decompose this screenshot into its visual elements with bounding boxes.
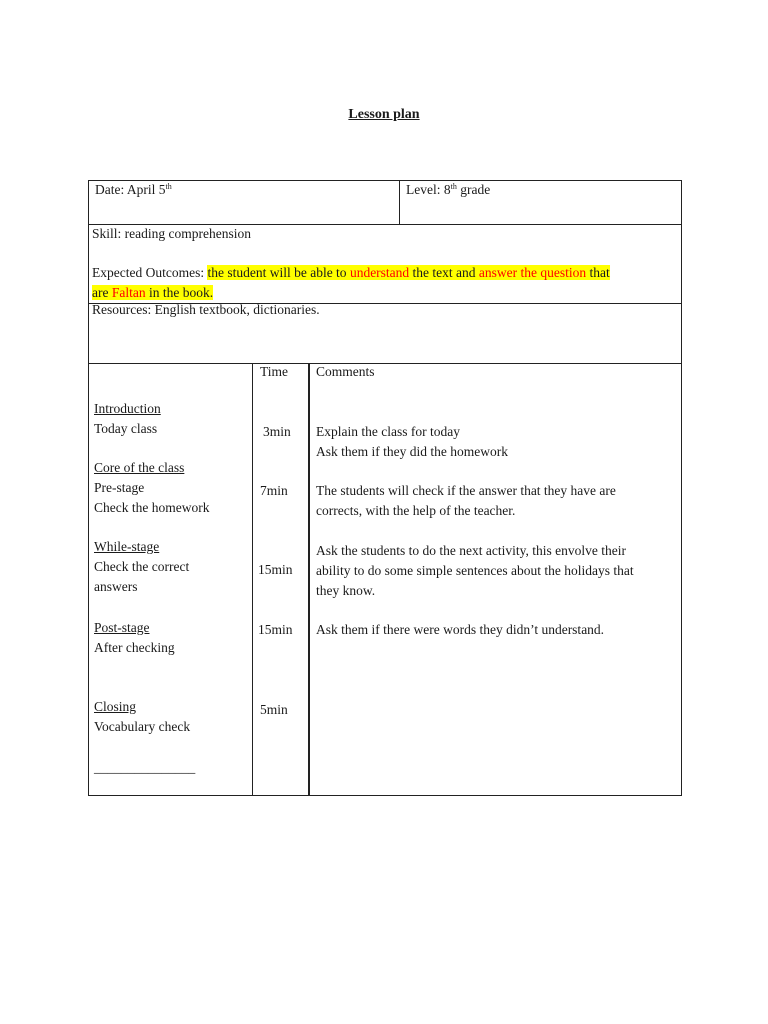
stage-heading-core: Core of the class <box>94 460 185 475</box>
comments-header: Comments <box>316 364 375 379</box>
outcomes-line-1 <box>92 263 610 283</box>
date-field <box>95 180 172 200</box>
resources-text: Resources: English textbook, dictionaries. <box>92 302 320 317</box>
stage-line: Check the correct <box>94 559 190 574</box>
skill-text: Skill: reading comprehension <box>92 226 251 241</box>
stage-comment: Explain the class for today <box>316 424 460 439</box>
level-suffix: grade <box>456 182 491 197</box>
outcomes-highlight-1: the student will be able to understand the text and answer the question that <box>207 265 610 280</box>
level-field <box>406 180 490 200</box>
stage-comment: corrects, with the help of the teacher. <box>316 503 516 518</box>
time-header: Time <box>260 364 289 379</box>
outcomes-highlight-2: are Faltan in the book. <box>92 285 214 300</box>
column-divider-comments <box>308 363 310 796</box>
stage-line: answers <box>94 579 138 594</box>
signature-line: _______________ <box>94 760 196 775</box>
stage-time: 15min <box>258 622 293 637</box>
stage-comment: Ask the students to do the next activity, this envolve their <box>316 543 626 558</box>
stage-line: Pre-stage <box>94 480 145 495</box>
stage-comment: they know. <box>316 583 376 598</box>
stage-time: 3min <box>263 424 291 439</box>
level-text: Level: 8 <box>406 182 451 197</box>
stage-heading-while: While-stage <box>94 539 160 554</box>
outcomes-label: Expected Outcomes: <box>92 265 208 280</box>
level-sup: th <box>450 182 457 191</box>
page-title: Lesson plan <box>348 107 420 122</box>
stage-time: 7min <box>260 483 288 498</box>
date-sup: th <box>165 182 172 191</box>
stage-time: 15min <box>258 562 293 577</box>
stage-time: 5min <box>260 702 288 717</box>
outcomes-keyword-faltan: Faltan <box>111 285 146 300</box>
stage-line: Vocabulary check <box>94 719 191 734</box>
stage-heading-post: Post-stage <box>94 620 150 635</box>
stage-comment: Ask them if there were words they didn’t understand. <box>316 622 605 637</box>
stage-line: Today class <box>94 421 158 436</box>
stage-comment: The students will check if the answer that they have are <box>316 483 616 498</box>
stage-line: Check the homework <box>94 500 210 515</box>
stage-comment: Ask them if they did the homework <box>316 444 508 459</box>
stage-line: After checking <box>94 640 175 655</box>
outcomes-keyword-answer: answer the question <box>478 265 587 280</box>
stage-heading-introduction: Introduction <box>94 401 161 416</box>
column-divider-time <box>252 363 253 796</box>
stage-comment: ability to do some simple sentences about the holidays that <box>316 563 634 578</box>
date-text: Date: April 5 <box>95 182 166 197</box>
stage-heading-closing: Closing <box>94 699 137 714</box>
outcomes-keyword-understand: understand <box>349 265 410 280</box>
